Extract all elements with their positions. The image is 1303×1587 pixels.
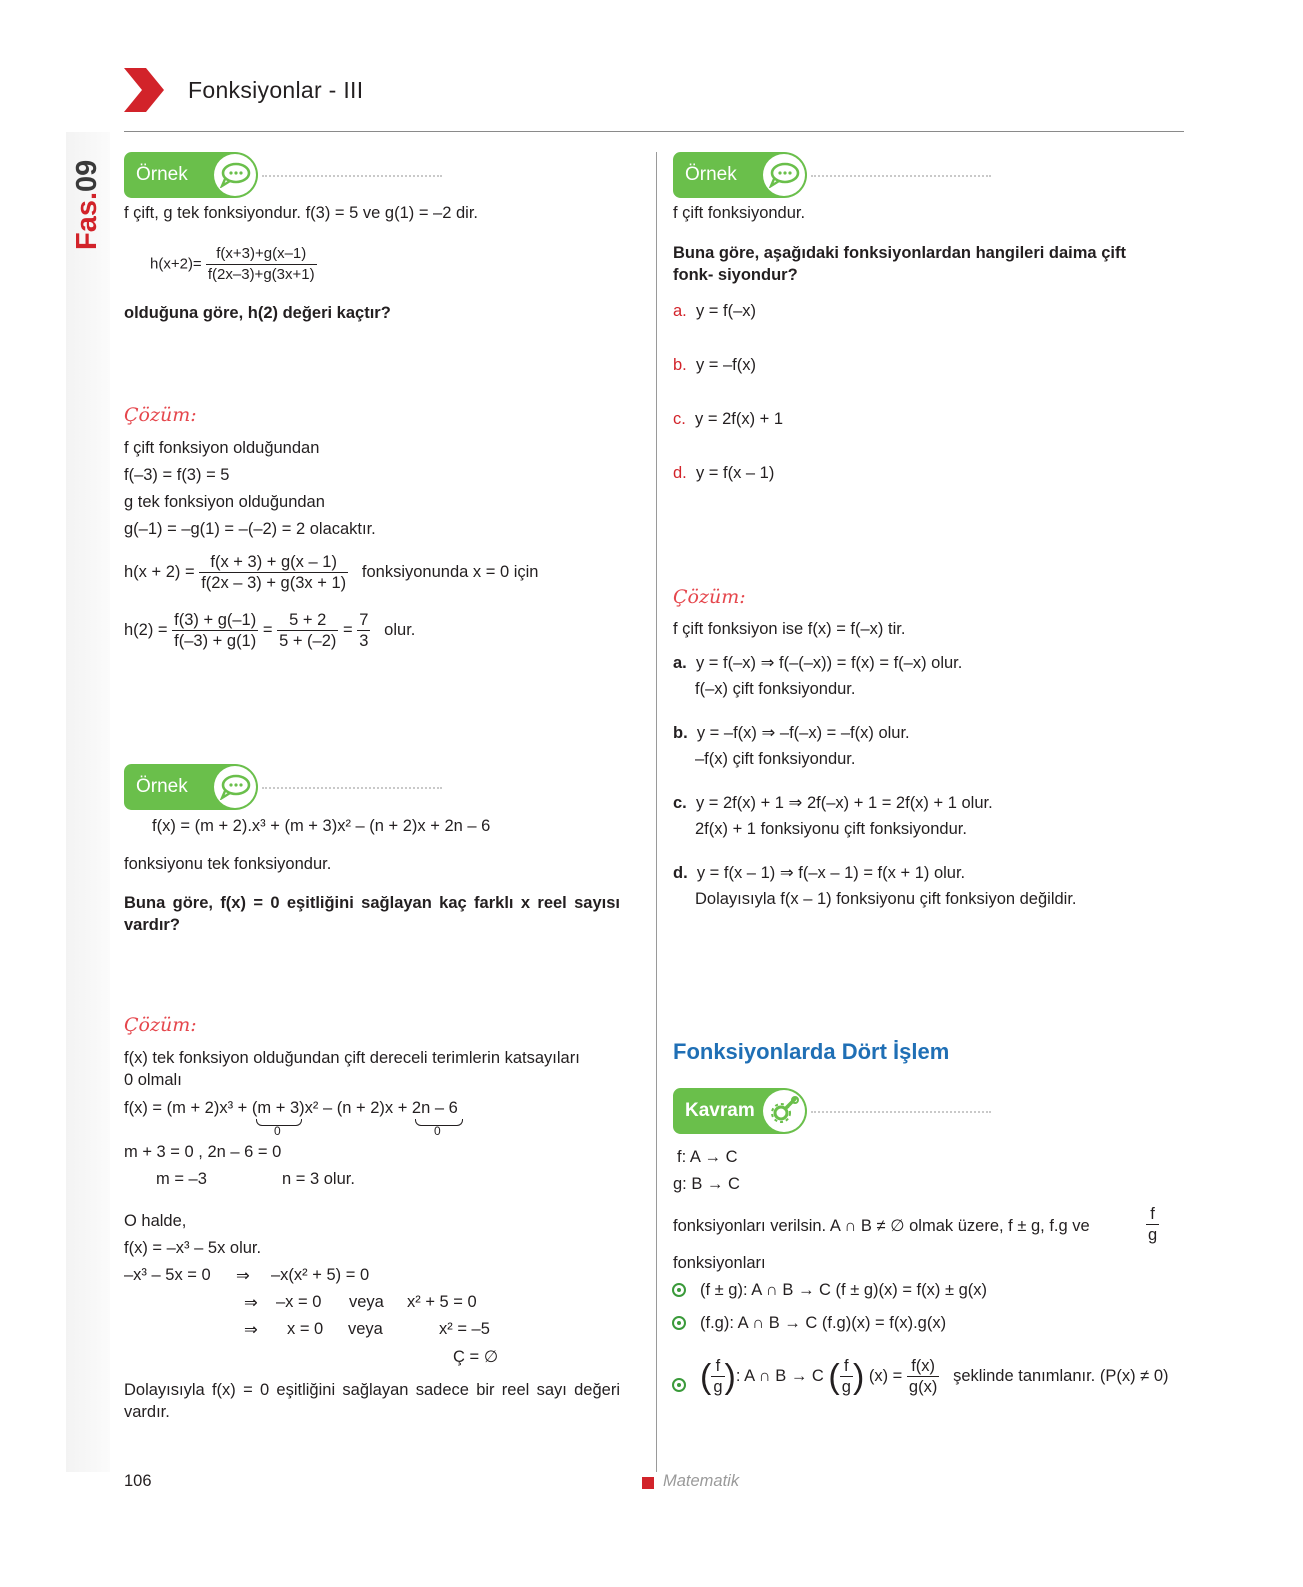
implies-arrow: ⇒ <box>236 1267 250 1285</box>
solution-step-d: d. y = f(x – 1) ⇒ f(–x – 1) = f(x + 1) olur. <box>673 864 966 882</box>
example-text: fonksiyonu tek fonksiyondur. <box>124 855 332 873</box>
h-expression: h(x + 2) = $\frac{f(x + 3) + g(x - 1)}{f(2x - 3) + g(3x + 1)}$ fonksiyonunda x = 0 için <box>124 553 539 592</box>
solution-line: f(x) = –x³ – 5x olur. <box>124 1239 262 1257</box>
solution-line: veya <box>348 1320 383 1338</box>
solution-set: Ç = ∅ <box>453 1348 499 1366</box>
gear-wrench-icon <box>763 1090 805 1132</box>
bullet-icon <box>672 1283 686 1297</box>
ornek-badge: Örnek <box>673 152 807 198</box>
header-divider <box>124 131 1184 132</box>
solution-line: f(–3) = f(3) = 5 <box>124 466 230 484</box>
solution-line: –x = 0 <box>276 1293 322 1311</box>
fasikul-number-text: 09 <box>71 159 103 192</box>
question-text: Buna göre, aşağıdaki fonksiyonlardan hangileri daima çift fonk- siyondur? <box>673 244 1126 284</box>
solution-line: m = –3 <box>156 1170 207 1188</box>
question-text: olduğuna göre, h(2) değeri kaçtır? <box>124 304 391 322</box>
solution-line: m + 3 = 0 , 2n – 6 = 0 <box>124 1143 282 1161</box>
dotted-leader <box>262 787 442 789</box>
solution-line: g(–1) = –g(1) = –(–2) = 2 olacaktır. <box>124 520 376 538</box>
speech-bubble-icon <box>214 154 256 196</box>
expanded-function: f(x) = (m + 2)x³ + (m + 3)x² – (n + 2)x + 2n – 6 <box>124 1099 458 1117</box>
kavram-badge: Kavram <box>673 1088 807 1134</box>
solution-line: –x³ – 5x = 0 <box>124 1266 211 1284</box>
f-over-g-fraction: $\frac{f}{g}$ <box>1148 1205 1158 1244</box>
speech-bubble-icon <box>214 766 256 808</box>
solution-line: –x(x² + 5) = 0 <box>271 1266 370 1284</box>
solution-step-b: b. y = –f(x) ⇒ –f(–x) = –f(x) olur. <box>673 724 910 742</box>
solution-step-a-note: f(–x) çift fonksiyondur. <box>695 680 856 698</box>
side-strip <box>66 132 110 1472</box>
function-definition: f(x) = (m + 2).x³ + (m + 3)x² – (n + 2)x + 2n – 6 <box>152 817 491 835</box>
solution-line: g tek fonksiyon olduğundan <box>124 493 325 511</box>
page-title: Fonksiyonlar - III <box>188 77 364 103</box>
footer-square-icon <box>642 1477 654 1489</box>
implies-arrow: ⇒ <box>244 1321 258 1339</box>
conclusion-text: Dolayısıyla f(x) = 0 eşitliğini sağlayan sadece bir reel sayı değeri vardır. <box>124 1381 620 1421</box>
definition-line: fonksiyonları <box>673 1254 766 1272</box>
solution-line: 0 olmalı <box>124 1071 182 1089</box>
cozum-heading: Çözüm: <box>673 586 746 608</box>
solution-line: veya <box>349 1293 384 1311</box>
brace-label: 0 <box>434 1124 441 1138</box>
h2-computation: h(2) = $\frac{f(3) + g(-1)}{f(-3) + g(1)}$ = $\frac{5 + 2}{5 + (-2)}$ = $\frac{7}{3}$ olur. <box>124 611 416 650</box>
ornek-badge: Örnek <box>124 764 258 810</box>
solution-line: x = 0 <box>287 1320 324 1338</box>
chevron-logo-icon <box>124 68 164 112</box>
dotted-leader <box>811 175 991 177</box>
solution-step-c: c. y = 2f(x) + 1 ⇒ 2f(–x) + 1 = 2f(x) + 1 olur. <box>673 794 993 812</box>
column-divider <box>656 152 657 1472</box>
cozum-heading: Çözüm: <box>124 404 197 426</box>
example-intro: f çift, g tek fonksiyondur. f(3) = 5 ve g(1) = –2 dir. <box>124 204 479 222</box>
footer-subject: Matematik <box>663 1472 740 1490</box>
product-def: (f.g): A ∩ B → C (f.g)(x) = f(x).g(x) <box>700 1314 947 1332</box>
solution-step-d-note: Dolayısıyla f(x – 1) fonksiyonu çift fonksiyon değildir. <box>695 890 1077 908</box>
page-number: 106 <box>124 1472 152 1490</box>
option-d: d. y = f(x – 1) <box>673 464 775 482</box>
option-c: c. y = 2f(x) + 1 <box>673 410 784 428</box>
option-b: b. y = –f(x) <box>673 356 756 374</box>
fasikul-prefix-text: Fas. <box>71 191 103 250</box>
fasikul-label <box>70 150 104 260</box>
implies-arrow: ⇒ <box>244 1294 258 1312</box>
dotted-leader <box>262 175 442 177</box>
question-text: Buna göre, f(x) = 0 eşitliğini sağlayan kaç farklı x reel sayısı vardır? <box>124 894 620 934</box>
solution-step-a: a. y = f(–x) ⇒ f(–(–x)) = f(x) = f(–x) olur. <box>673 654 963 672</box>
solution-line: f(x) tek fonksiyon olduğundan çift dereceli terimlerin katsayıları <box>124 1049 580 1067</box>
definition-line: fonksiyonları verilsin. A ∩ B ≠ ∅ olmak üzere, f ± g, f.g ve <box>673 1217 1090 1235</box>
option-a: a. y = f(–x) <box>673 302 756 320</box>
section-heading: Fonksiyonlarda Dört İşlem <box>673 1039 950 1064</box>
h-definition: h(x+2)= $\frac{f(x+3)+g(x-1)}{f(2x-3)+g(3x+1)}$ <box>150 245 315 283</box>
solution-step-b-note: –f(x) çift fonksiyondur. <box>695 750 856 768</box>
bullet-icon <box>672 1378 686 1392</box>
brace-label: 0 <box>274 1124 281 1138</box>
quotient-def: ( $\frac{f}{g}$ ): A ∩ B → C ( $\frac{f}{g}$ ) (x) = $\frac{f(x)}{g(x)}$ şeklinde tanımlanır. (P(x) ≠ 0) <box>700 1357 1169 1396</box>
ornek-badge: Örnek <box>124 152 258 198</box>
solution-step-c-note: 2f(x) + 1 fonksiyonu çift fonksiyondur. <box>695 820 967 838</box>
solution-line: f çift fonksiyon ise f(x) = f(–x) tir. <box>673 620 906 638</box>
solution-line: n = 3 olur. <box>282 1170 355 1188</box>
solution-line: f çift fonksiyon olduğundan <box>124 439 320 457</box>
definition-line: g: B → C <box>673 1175 740 1193</box>
speech-bubble-icon <box>763 154 805 196</box>
solution-line: x² + 5 = 0 <box>407 1293 477 1311</box>
cozum-heading: Çözüm: <box>124 1014 197 1036</box>
sum-difference-def: (f ± g): A ∩ B → C (f ± g)(x) = f(x) ± g(x) <box>700 1281 988 1299</box>
definition-line: f: A → C <box>677 1148 738 1166</box>
dotted-leader <box>811 1111 991 1113</box>
bullet-icon <box>672 1316 686 1330</box>
solution-line: O halde, <box>124 1212 187 1230</box>
example-intro: f çift fonksiyondur. <box>673 204 806 222</box>
solution-line: x² = –5 <box>439 1320 490 1338</box>
